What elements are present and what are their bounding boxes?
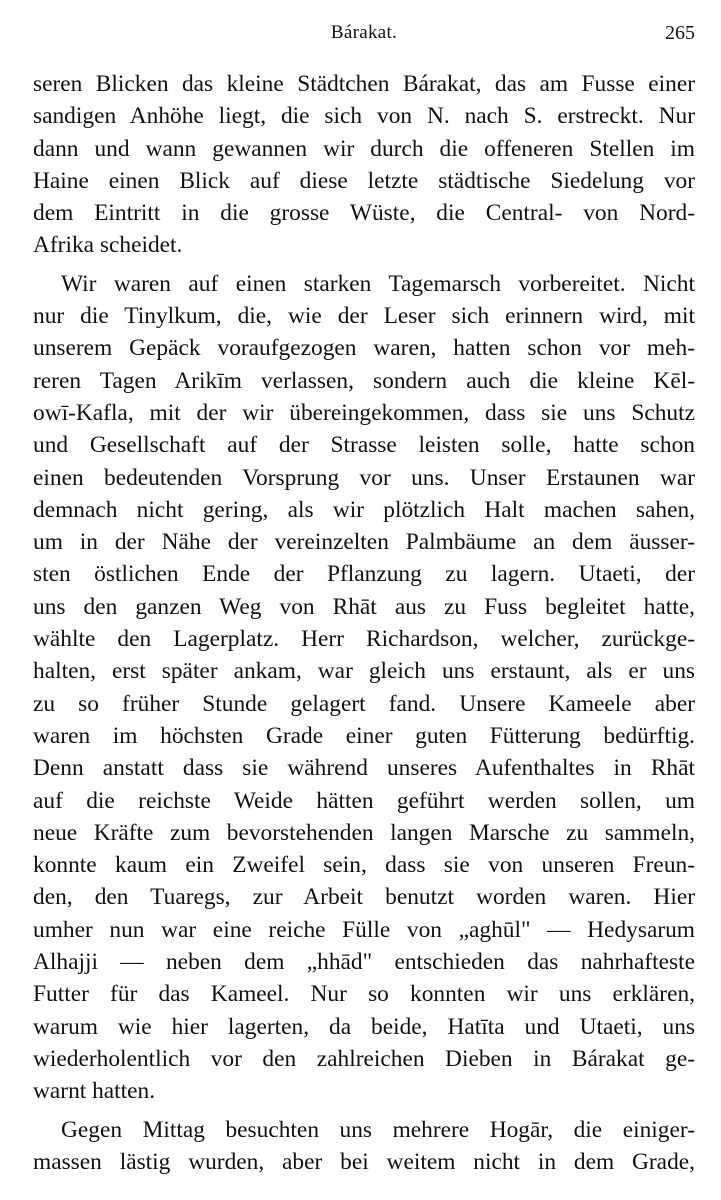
text-line: umher nun war eine reiche Fülle von „aghūl" — Hedysarum <box>33 916 695 943</box>
text-line: und Gesellschaft auf der Strasse leisten solle, hatte schon <box>33 432 695 459</box>
text-line: einen bedeutenden Vorsprung vor uns. Unser Erstaunen war <box>33 464 695 491</box>
text-line: seren Blicken das kleine Städtchen Bárakat, das am Fusse einer <box>33 71 695 97</box>
text-line: nur die Tinylkum, die, wie der Leser sich erinnern wird, mit <box>33 303 695 330</box>
paragraph-3 <box>33 1114 695 1179</box>
text-line: den, den Tuaregs, zur Arbeit benutzt worden waren. Hier <box>33 884 695 911</box>
text-line: sten östlichen Ende der Pflanzung zu lagern. Utaeti, der <box>33 561 695 588</box>
text-line: Alhajji — neben dem „hhād" entschieden das nahrhafteste <box>33 949 695 976</box>
text-line: dann und wann gewannen wir durch die offeneren Stellen im <box>33 135 695 162</box>
text-line: halten, erst später ankam, war gleich uns erstaunt, als er uns <box>33 658 695 685</box>
text-line: warnt hatten. <box>33 1078 156 1105</box>
page-number: 265 <box>665 22 695 44</box>
text-line: Futter für das Kameel. Nur so konnten wir uns erklären, <box>33 981 695 1008</box>
text-line: auf die reichste Weide hätten geführt werden sollen, um <box>33 787 695 814</box>
text-line: Gegen Mittag besuchten uns mehrere Hogār, die einiger- <box>61 1116 695 1143</box>
text-line: waren im höchsten Grade einer guten Fütterung bedürftig. <box>33 722 695 749</box>
text-line: uns den ganzen Weg von Rhāt aus zu Fuss begleitet hatte, <box>33 593 695 620</box>
text-line: sandigen Anhöhe liegt, die sich von N. nach S. erstreckt. Nur <box>33 103 695 130</box>
text-line: owī-Kafla, mit der wir übereingekommen, dass sie uns Schutz <box>33 399 695 426</box>
text-line: demnach nicht gering, als wir plötzlich Halt machen sahen, <box>33 496 695 523</box>
text-line: um in der Nähe der vereinzelten Palmbäume an dem äusser- <box>33 529 695 556</box>
text-line: Haine einen Blick auf diese letzte städtische Siedelung vor <box>33 167 695 194</box>
running-title: Bárakat. <box>330 22 398 43</box>
text-line: massen lästig wurden, aber bei weitem nicht in dem Grade, <box>33 1148 695 1175</box>
text-line: neue Kräfte zum bevorstehenden langen Marsche zu sammeln, <box>33 819 695 846</box>
text-line: wählte den Lagerplatz. Herr Richardson, welcher, zurückge- <box>33 626 695 653</box>
text-line: warum wie hier lagerten, da beide, Hatīta und Utaeti, uns <box>33 1013 695 1040</box>
text-line: unserem Gepäck voraufgezogen waren, hatten schon vor meh- <box>33 335 695 362</box>
text-line: wiederholentlich vor den zahlreichen Dieben in Bárakat ge- <box>33 1045 695 1072</box>
text-line: dem Eintritt in die grosse Wüste, die Central- von Nord- <box>33 200 695 227</box>
text-line: Wir waren auf einen starken Tagemarsch vorbereitet. Nicht <box>61 270 695 297</box>
text-line: Afrika scheidet. <box>33 232 183 259</box>
text-line: reren Tagen Arikīm verlassen, sondern auch die kleine Kēl- <box>33 367 695 394</box>
body-text <box>33 68 695 1178</box>
paragraph-1 <box>33 68 695 262</box>
running-head <box>33 22 695 50</box>
text-line: konnte kaum ein Zweifel sein, dass sie von unseren Freun- <box>33 852 695 879</box>
text-line: Denn anstatt dass sie während unseres Aufenthaltes in Rhāt <box>33 755 695 782</box>
paragraph-2 <box>33 268 695 1108</box>
text-line: zu so früher Stunde gelagert fand. Unsere Kameele aber <box>33 690 695 717</box>
